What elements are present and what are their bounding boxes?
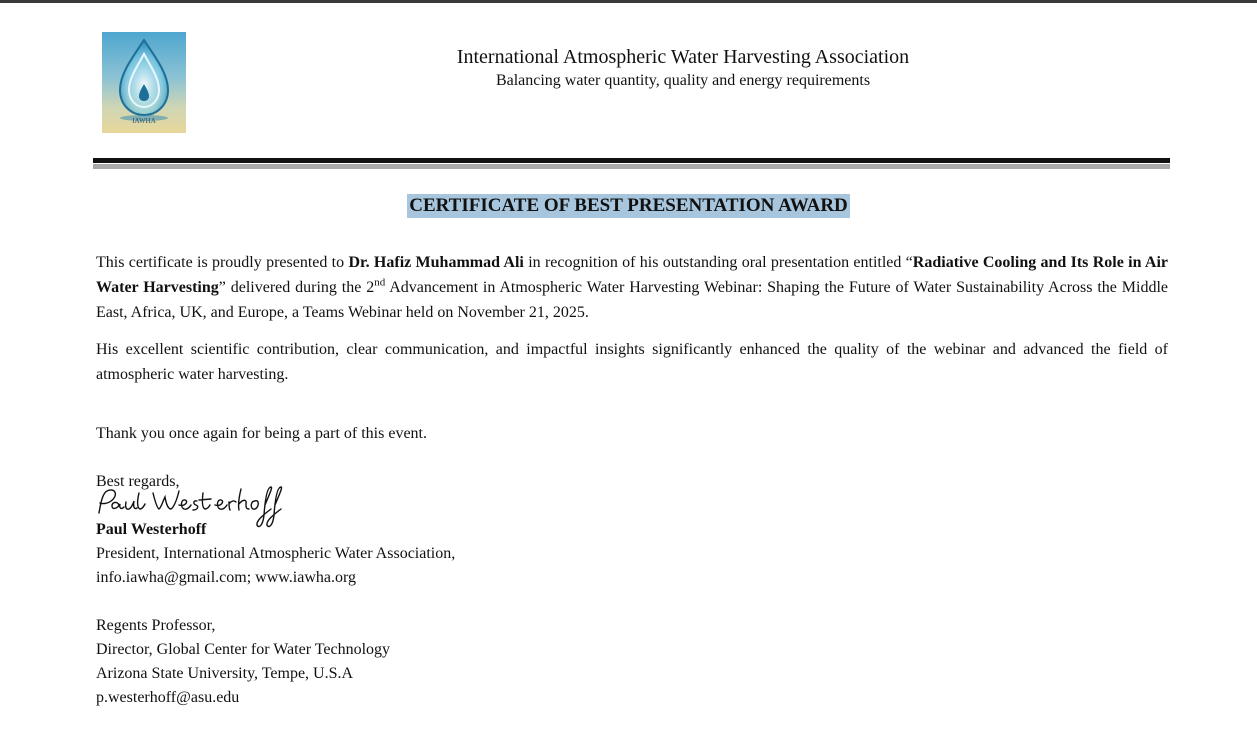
affiliation-email: p.westerhoff@asu.edu (96, 689, 240, 706)
signatory-name: Paul Westerhoff (96, 521, 207, 538)
affiliation-role: Regents Professor, (96, 617, 216, 634)
organization-tagline: Balancing water quantity, quality and energy requirements (495, 72, 871, 89)
logo-caption: IAWHA (132, 117, 156, 125)
body-text: Advancement in Atmospheric Water Harvesting Webinar: Shaping the Future of Water Sustainability Across the Middle East, Africa, UK, and Europe, a Teams Webinar held on November 21, 2025. (96, 279, 1168, 321)
recipient-name: Dr. Hafiz Muhammad Ali (348, 254, 524, 271)
iawha-logo (102, 32, 186, 133)
signatory-title: President, International Atmospheric Water Association, (96, 545, 456, 562)
organization-name: International Atmospheric Water Harvesting Association (456, 46, 910, 68)
top-border (0, 0, 1257, 3)
affiliation-institution: Arizona State University, Tempe, U.S.A (96, 665, 354, 682)
certificate-title-row (0, 194, 1257, 218)
affiliation-block (96, 614, 390, 710)
body-text: in recognition of his outstanding oral presentation entitled “ (523, 254, 913, 271)
signatory-contact: info.iawha@gmail.com; www.iawha.org (96, 569, 357, 586)
body-text: ” delivered during the 2 (218, 279, 375, 296)
affiliation-director: Director, Global Center for Water Technology (96, 641, 391, 658)
header-divider-thin (93, 164, 1170, 169)
body-text: This certificate is proudly presented to (96, 254, 349, 271)
certificate-title: CERTIFICATE OF BEST PRESENTATION AWARD (409, 195, 848, 216)
header-divider-thick (93, 158, 1170, 163)
signatory-block (96, 518, 455, 590)
certificate-body-paragraph (96, 250, 1168, 325)
presentation-title: Radiative Cooling and Its Role in Air Water Harvesting (96, 254, 1169, 296)
ordinal-suffix: nd (374, 276, 386, 289)
contribution-paragraph: His excellent scientific contribution, clear communication, and impactful insights significantly enhanced the quality of the webinar and advanced the field of atmospheric water harvesting. (96, 341, 1168, 383)
thank-you-line: Thank you once again for being a part of this event. (96, 425, 427, 442)
closing-salutation: Best regards, (96, 473, 180, 490)
